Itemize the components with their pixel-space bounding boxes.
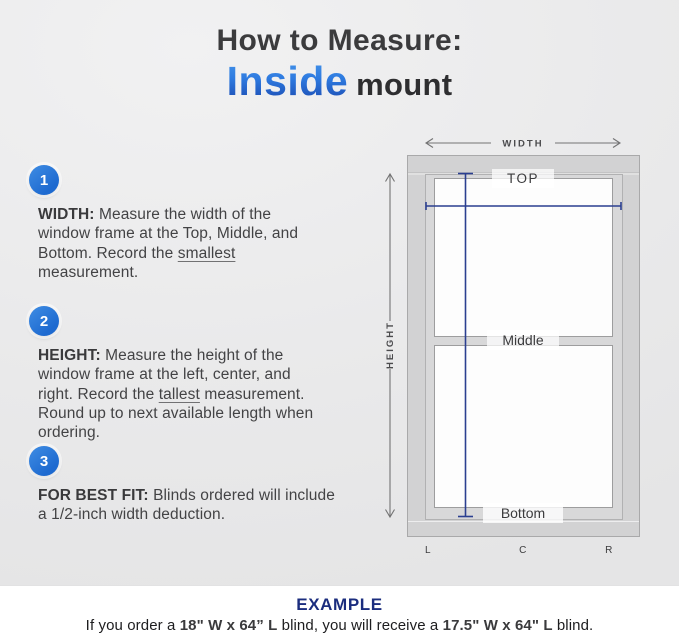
top-label: TOP <box>506 171 540 186</box>
lower-pane <box>435 346 613 508</box>
upper-pane <box>435 179 613 337</box>
title-suffix: mount <box>356 67 453 102</box>
window-diagram <box>375 125 679 585</box>
pos-center-label: C <box>519 545 527 556</box>
step-2-text: HEIGHT: Measure the height of the window frame at the left, center, and right. Record the tallest measurement. Round up to next available length when ordering. <box>38 347 314 442</box>
example-text: If you order a 18" W x 64” L blind, you will receive a 17.5" W x 64" L blind. <box>85 617 594 634</box>
step-2-height <box>29 306 379 442</box>
middle-label: Middle <box>502 332 544 348</box>
example-footer <box>0 585 679 642</box>
step-1-badge: 1 <box>29 165 59 195</box>
example-heading: EXAMPLE <box>296 595 383 614</box>
title-line-2 <box>0 59 679 113</box>
step-3-text: FOR BEST FIT: Blinds ordered will include a 1/2-inch width deduction. <box>38 487 335 524</box>
width-arrow-label: WIDTH <box>502 138 544 150</box>
step-3-best-fit <box>29 446 379 525</box>
pos-right-label: R <box>605 545 613 556</box>
page-title <box>0 24 679 113</box>
title-highlight: Inside <box>226 58 349 104</box>
bottom-label: Bottom <box>500 505 546 521</box>
pos-left-label: L <box>424 545 432 556</box>
height-arrow-label: HEIGHT <box>385 321 396 369</box>
title-line-1: How to Measure: <box>216 24 463 57</box>
step-1-width <box>29 165 379 282</box>
step-1-text: WIDTH: Measure the width of the window frame at the Top, Middle, and Bottom. Record the smallest measurement. <box>38 206 299 281</box>
step-2-badge: 2 <box>29 306 59 336</box>
step-3-badge: 3 <box>29 446 59 476</box>
